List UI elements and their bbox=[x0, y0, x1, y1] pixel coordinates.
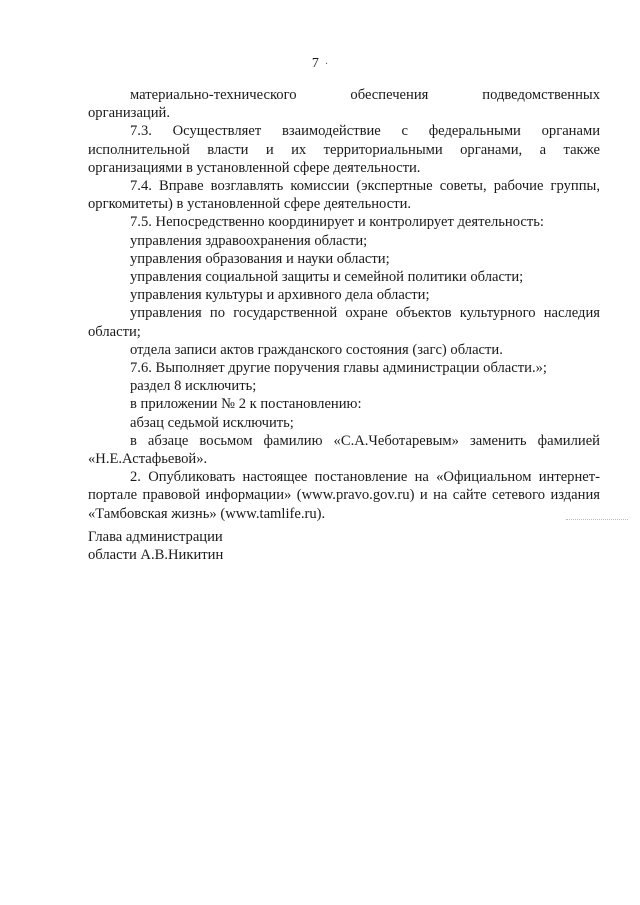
page-number bbox=[0, 56, 640, 73]
list-item-education: управления образования и науки области; bbox=[130, 250, 390, 267]
signature-title: Глава администрации bbox=[88, 529, 223, 545]
paragraph-publish: 2. Опубликовать настоящее постановление на «Официальном интернет-портале правовой информации» (www.pravo.gov.ru) и на сайте сетевого издания «Тамбовская жизнь» (www.tamlife.ru). bbox=[88, 469, 600, 522]
list-item-culture: управления культуры и архивного дела области; bbox=[130, 287, 430, 304]
list-item-civil-registry: отдела записи актов гражданского состояния (загс) области. bbox=[130, 341, 503, 358]
paragraph-material-support: материально-технического обеспечения подведомственных bbox=[130, 87, 600, 103]
paragraph-abzac-8: в абзаце восьмом фамилию «С.А.Чеботаревым» заменить фамилией «Н.Е.Астафьевой». bbox=[88, 432, 600, 468]
signature-block bbox=[88, 528, 223, 564]
list-item-heritage: управления по государственной охране объектов культурного наследия области; bbox=[88, 305, 600, 340]
page-number-value: 7 bbox=[311, 56, 319, 71]
list-item-health: управления здравоохранения области; bbox=[130, 232, 368, 249]
paragraph-7-3: 7.3. Осуществляет взаимодействие с федеральными органами исполнительной власти и их территориальными органами, а также организациями в установленной сфере деятельности. bbox=[88, 123, 600, 176]
paragraph-material-support-cont: организаций. bbox=[88, 105, 170, 122]
signature-name: области А.В.Никитин bbox=[88, 547, 224, 564]
scan-artifact-line bbox=[566, 519, 628, 521]
list-item-social: управления социальной защиты и семейной политики области; bbox=[130, 269, 524, 286]
paragraph-abzac-7: абзац седьмой исключить; bbox=[130, 414, 294, 431]
paragraph-7-6: 7.6. Выполняет другие поручения главы администрации области.»; bbox=[130, 360, 547, 377]
paragraph-7-4: 7.4. Вправе возглавлять комиссии (экспертные советы, рабочие группы, оргкомитеты) в установленной сфере деятельности. bbox=[88, 178, 600, 213]
document-body bbox=[88, 86, 600, 523]
paragraph-appendix-2: в приложении № 2 к постановлению: bbox=[130, 396, 362, 413]
paragraph-section-8: раздел 8 исключить; bbox=[130, 378, 257, 395]
page-number-mark: · bbox=[324, 59, 329, 70]
paragraph-7-5: 7.5. Непосредственно координирует и контролирует деятельность: bbox=[130, 214, 544, 231]
